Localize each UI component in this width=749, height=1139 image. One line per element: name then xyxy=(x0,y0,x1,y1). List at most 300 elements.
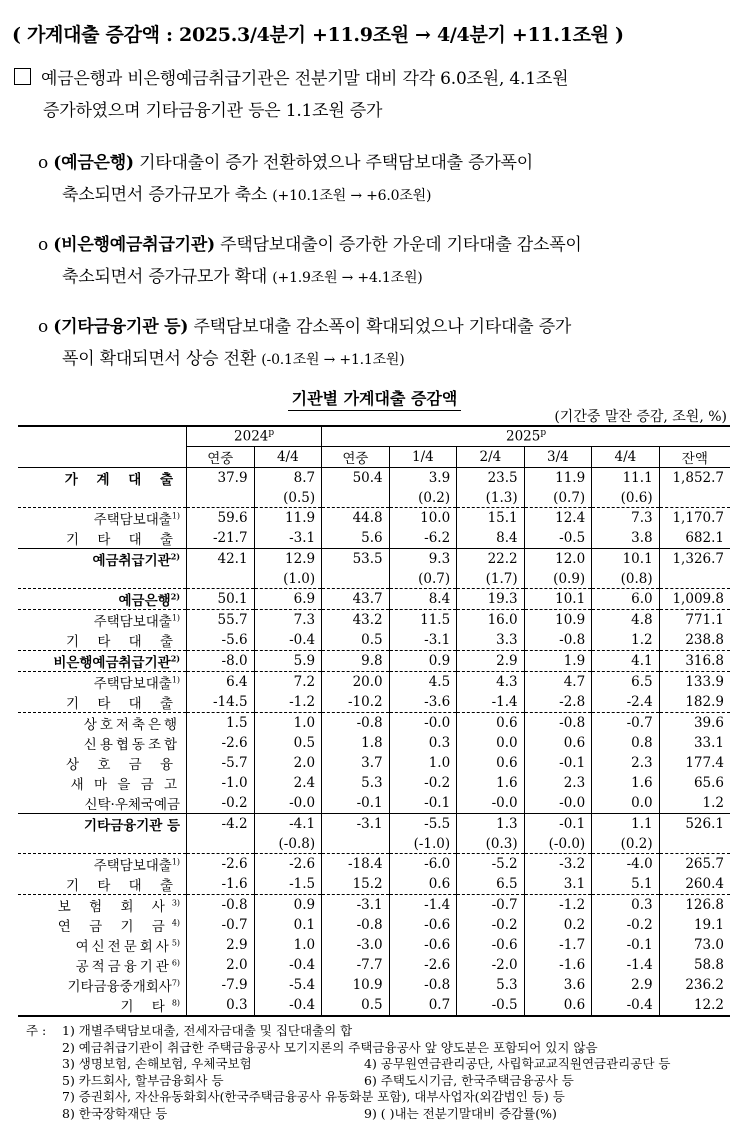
table-cell: -1.4 xyxy=(457,692,524,713)
footnote-5: 5) 카드회사, 할부금융회사 등 xyxy=(62,1072,224,1088)
table-cell: -0.6 xyxy=(457,935,524,955)
table-cell: 19.3 xyxy=(457,589,524,610)
table-cell: 1.0 xyxy=(254,713,322,734)
table-cell: -1.2 xyxy=(254,692,322,713)
table-cell: -2.6 xyxy=(187,733,255,753)
table-cell: 0.6 xyxy=(389,874,457,895)
table-cell: -14.5 xyxy=(187,692,255,713)
ratio-cell xyxy=(659,834,730,854)
table-cell: 1.5 xyxy=(187,713,255,734)
footnote-mark: 1) xyxy=(171,675,181,685)
table-cell: 39.6 xyxy=(659,713,730,734)
ratio-cell: (1.7) xyxy=(457,569,524,589)
loan-table xyxy=(18,425,730,1017)
row-label: 비은행예금취급기관$^{2)}$ xyxy=(18,651,187,672)
table-cell: 0.9 xyxy=(389,651,457,672)
table-cell: 23.5 xyxy=(457,468,524,489)
table-cell: -7.9 xyxy=(187,975,255,995)
table-cell: -4.2 xyxy=(187,814,255,835)
row-label: 신용협동조합 xyxy=(83,737,181,753)
table-cell: 260.4 xyxy=(659,874,730,895)
table-cell: 126.8 xyxy=(659,895,730,916)
table-cell: -0.8 xyxy=(322,915,390,935)
table-cell: -5.4 xyxy=(254,975,322,995)
table-cell: 1.0 xyxy=(389,753,457,773)
table-cell: 6.0 xyxy=(592,589,659,610)
table-row xyxy=(18,793,730,814)
ratio-cell: (0.8) xyxy=(592,569,659,589)
table-row-ratio xyxy=(18,488,730,508)
table-cell: 238.8 xyxy=(659,630,730,651)
ratio-cell: (-1.0) xyxy=(389,834,457,854)
table-cell: 6.5 xyxy=(457,874,524,895)
table-cell: -0.2 xyxy=(592,915,659,935)
bullet-line-1: 기타대출이 증가 전환하였으나 주택담보대출 증가폭이 xyxy=(139,153,533,173)
table-row xyxy=(18,854,730,875)
header-year-2024: 2024$^p$ xyxy=(187,426,322,447)
footnote-mark: 4) xyxy=(171,918,181,928)
table-row xyxy=(18,814,730,835)
footnote-7: 7) 증권회사, 자산유동화회사(한국주택금융공사 유동화분 포함), 대부사업자(외감법인 등) 등 xyxy=(62,1089,565,1104)
table-cell: 2.3 xyxy=(592,753,659,773)
table-cell: 182.9 xyxy=(659,692,730,713)
table-cell: -1.6 xyxy=(187,874,255,895)
table-row xyxy=(18,753,730,773)
table-cell: 12.9 xyxy=(254,549,322,570)
table-row xyxy=(18,692,730,713)
ratio-cell xyxy=(187,569,255,589)
ratio-cell: (-0.0) xyxy=(524,834,592,854)
column-header: 1/4 xyxy=(389,447,457,468)
table-row xyxy=(18,975,730,995)
table-cell: 0.0 xyxy=(592,793,659,814)
table-row xyxy=(18,713,730,734)
row-label: 예금은행$^{2)}$ xyxy=(18,589,187,610)
bullet-title: (기타금융기관 등) xyxy=(53,317,189,337)
table-row xyxy=(18,610,730,631)
table-cell: -0.1 xyxy=(389,793,457,814)
table-cell: 0.3 xyxy=(389,733,457,753)
bullet-paren: (-0.1조원 → +1.1조원) xyxy=(261,352,405,368)
table-cell: 11.9 xyxy=(524,468,592,489)
table-cell: 4.8 xyxy=(592,610,659,631)
table-cell: 236.2 xyxy=(659,975,730,995)
table-cell: 4.1 xyxy=(592,651,659,672)
table-cell: -4.1 xyxy=(254,814,322,835)
footnote-mark: 8) xyxy=(171,998,181,1008)
table-cell: -0.1 xyxy=(524,753,592,773)
row-label: 공적금융기관$^{6)}$ xyxy=(75,958,181,975)
table-cell: 0.5 xyxy=(254,733,322,753)
ratio-cell xyxy=(659,569,730,589)
table-cell: 11.5 xyxy=(389,610,457,631)
table-cell: -6.2 xyxy=(389,528,457,549)
table-cell: 9.3 xyxy=(389,549,457,570)
table-cell: 7.3 xyxy=(592,508,659,529)
bullet-line-2: 축소되면서 증가규모가 확대 xyxy=(62,267,268,287)
bullet-marker: o xyxy=(38,235,49,255)
row-label: 여신전문회사$^{5)}$ xyxy=(75,938,181,955)
column-header: 잔액 xyxy=(659,447,730,468)
bullet-line-2: 축소되면서 증가규모가 축소 xyxy=(62,185,268,205)
table-cell: 0.6 xyxy=(457,713,524,734)
table-cell: 0.5 xyxy=(322,995,390,1016)
table-cell: 12.0 xyxy=(524,549,592,570)
table-cell: -0.0 xyxy=(457,793,524,814)
ratio-cell: (0.2) xyxy=(389,488,457,508)
table-cell: -0.5 xyxy=(524,528,592,549)
table-row xyxy=(18,995,730,1016)
table-cell: -3.1 xyxy=(322,814,390,835)
column-header: 2/4 xyxy=(457,447,524,468)
table-cell: -0.6 xyxy=(389,915,457,935)
table-cell: 6.5 xyxy=(592,672,659,693)
footnote-6: 6) 주택도시기금, 한국주택금융공사 등 xyxy=(364,1072,574,1088)
header-year-2025: 2025$^p$ xyxy=(322,426,730,447)
table-cell: 42.1 xyxy=(187,549,255,570)
table-row-ratio xyxy=(18,569,730,589)
bullet-line-2: 폭이 확대되면서 상승 전환 xyxy=(62,349,257,369)
table-cell: -0.7 xyxy=(592,713,659,734)
table-cell: -1.5 xyxy=(254,874,322,895)
table-cell: 265.7 xyxy=(659,854,730,875)
footnote-1: 1) 개별주택담보대출, 전세자금대출 및 집단대출의 합 xyxy=(62,1023,353,1038)
table-cell: -2.6 xyxy=(389,955,457,975)
table-cell: 3.7 xyxy=(322,753,390,773)
footnote-2: 2) 예금취급기관이 취급한 주택금융공사 모기지론의 주택금융공사 앞 양도분은 포함되어 있지 않음 xyxy=(62,1039,598,1055)
table-cell: -0.1 xyxy=(592,935,659,955)
table-cell: 0.0 xyxy=(457,733,524,753)
table-cell: 1.9 xyxy=(524,651,592,672)
table-cell: 2.9 xyxy=(592,975,659,995)
footnote-8: 8) 한국장학재단 등 xyxy=(62,1105,168,1121)
table-cell: -1.2 xyxy=(524,895,592,916)
table-cell: 12.2 xyxy=(659,995,730,1016)
table-cell: 3.3 xyxy=(457,630,524,651)
table-cell: -0.8 xyxy=(524,713,592,734)
headline: ( 가계대출 증감액 : 2025.3/4분기 +11.9조원 → 4/4분기 +11.1조원 ) xyxy=(12,24,624,46)
table-cell: -1.6 xyxy=(524,955,592,975)
row-label: 기 타$^{8)}$ xyxy=(18,995,187,1016)
table-row xyxy=(18,651,730,672)
table-row xyxy=(18,508,730,529)
table-cell: 1,326.7 xyxy=(659,549,730,570)
table-cell: -1.0 xyxy=(187,773,255,793)
row-label: 보 험 회 사$^{3)}$ xyxy=(18,895,187,916)
table-cell: -3.1 xyxy=(389,630,457,651)
table-row xyxy=(18,528,730,549)
bullet-line-1: 주택담보대출 감소폭이 확대되었으나 기타대출 증가 xyxy=(193,317,572,337)
table-cell: 0.6 xyxy=(457,753,524,773)
ratio-cell: (0.5) xyxy=(254,488,322,508)
table-cell: -2.0 xyxy=(457,955,524,975)
ratio-cell: (0.7) xyxy=(389,569,457,589)
table-cell: -10.2 xyxy=(322,692,390,713)
table-cell: -3.0 xyxy=(322,935,390,955)
table-cell: 4.7 xyxy=(524,672,592,693)
table-cell: 3.8 xyxy=(592,528,659,549)
table-cell: -0.0 xyxy=(389,713,457,734)
table-cell: -0.4 xyxy=(254,995,322,1016)
table-cell: -8.0 xyxy=(187,651,255,672)
table-cell: -2.4 xyxy=(592,692,659,713)
table-cell: 1.3 xyxy=(457,814,524,835)
row-label-blank xyxy=(18,569,187,589)
table-cell: -18.4 xyxy=(322,854,390,875)
ratio-cell: (1.0) xyxy=(254,569,322,589)
table-cell: 2.3 xyxy=(524,773,592,793)
table-cell: -0.7 xyxy=(457,895,524,916)
table-cell: 44.8 xyxy=(322,508,390,529)
ratio-cell: (0.9) xyxy=(524,569,592,589)
table-cell: 10.0 xyxy=(389,508,457,529)
ratio-cell: (1.3) xyxy=(457,488,524,508)
table-row xyxy=(18,773,730,793)
footnote-mark: 2) xyxy=(170,551,181,562)
table-cell: 2.0 xyxy=(187,955,255,975)
row-label: 주택담보대출$^{1)}$ xyxy=(18,508,187,529)
row-label-blank xyxy=(18,834,187,854)
table-cell: 2.9 xyxy=(457,651,524,672)
table-cell: -0.5 xyxy=(457,995,524,1016)
table-cell: 10.9 xyxy=(524,610,592,631)
row-label: 상호저축은행 xyxy=(18,713,187,734)
footnote-mark: 1) xyxy=(171,511,181,521)
table-cell: 15.2 xyxy=(322,874,390,895)
bullet-paren: (+1.9조원 → +4.1조원) xyxy=(272,270,423,286)
table-cell: 0.1 xyxy=(254,915,322,935)
ratio-cell xyxy=(187,834,255,854)
table-cell: -0.2 xyxy=(187,793,255,814)
table-cell: 526.1 xyxy=(659,814,730,835)
footnote-9: 9) ( )내는 전분기말대비 증감률(%) xyxy=(364,1105,557,1121)
bullet-paren: (+10.1조원 → +6.0조원) xyxy=(272,188,432,204)
table-cell: -0.6 xyxy=(389,935,457,955)
table-cell: 0.7 xyxy=(389,995,457,1016)
row-label: 예금취급기관$^{2)}$ xyxy=(18,549,187,570)
footnote-mark: 7) xyxy=(171,978,181,988)
table-row xyxy=(18,874,730,895)
table-cell: 11.9 xyxy=(254,508,322,529)
bullet-marker: o xyxy=(38,317,49,337)
table-cell: -5.5 xyxy=(389,814,457,835)
row-label: 연 금 기 금$^{4)}$ xyxy=(57,918,181,935)
table-cell: -0.0 xyxy=(524,793,592,814)
footnote-mark: 2) xyxy=(170,653,181,664)
bullet-title: (예금은행) xyxy=(53,153,134,173)
ratio-cell xyxy=(187,488,255,508)
table-cell: 133.9 xyxy=(659,672,730,693)
ratio-cell: (0.6) xyxy=(592,488,659,508)
table-cell: 65.6 xyxy=(659,773,730,793)
table-title: 기관별 가계대출 증감액 xyxy=(0,386,749,409)
row-label: 기타금융기관 등 xyxy=(18,814,187,835)
table-cell: 771.1 xyxy=(659,610,730,631)
table-cell: -0.2 xyxy=(389,773,457,793)
table-row xyxy=(18,935,730,955)
table-cell: 2.4 xyxy=(254,773,322,793)
table-cell: -0.4 xyxy=(254,630,322,651)
table-cell: 43.7 xyxy=(322,589,390,610)
table-cell: -3.2 xyxy=(524,854,592,875)
table-cell: 8.7 xyxy=(254,468,322,489)
table-row xyxy=(18,672,730,693)
column-header: 4/4 xyxy=(592,447,659,468)
table-cell: 9.8 xyxy=(322,651,390,672)
row-label: 기타금융중개회사$^{7)}$ xyxy=(67,978,181,995)
table-cell: -0.2 xyxy=(457,915,524,935)
table-cell: 73.0 xyxy=(659,935,730,955)
table-cell: 316.8 xyxy=(659,651,730,672)
table-cell: 16.0 xyxy=(457,610,524,631)
table-cell: -3.1 xyxy=(322,895,390,916)
table-cell: 58.8 xyxy=(659,955,730,975)
footnote-prefix: 주 : xyxy=(26,1023,47,1038)
table-cell: -0.0 xyxy=(254,793,322,814)
table-cell: 3.6 xyxy=(524,975,592,995)
table-row xyxy=(18,630,730,651)
table-cell: 5.3 xyxy=(322,773,390,793)
table-cell: 8.4 xyxy=(457,528,524,549)
table-cell: 20.0 xyxy=(322,672,390,693)
table-cell: -3.6 xyxy=(389,692,457,713)
column-header: 3/4 xyxy=(524,447,592,468)
table-cell: 682.1 xyxy=(659,528,730,549)
table-cell: 10.1 xyxy=(524,589,592,610)
table-cell: -6.0 xyxy=(389,854,457,875)
summary-line-1: 예금은행과 비은행예금취급기관은 전분기말 대비 각각 6.0조원, 4.1조원 xyxy=(41,69,569,89)
table-row xyxy=(18,549,730,570)
row-label: 기 타 대 출 xyxy=(66,696,181,712)
row-label: 주택담보대출$^{1)}$ xyxy=(18,672,187,693)
footnote-mark: 3) xyxy=(171,898,181,908)
table-row-ratio xyxy=(18,834,730,854)
table-cell: -2.6 xyxy=(254,854,322,875)
checkbox-square-icon xyxy=(14,68,31,85)
table-cell: 1.6 xyxy=(592,773,659,793)
table-cell: -0.4 xyxy=(254,955,322,975)
table-cell: 8.4 xyxy=(389,589,457,610)
summary-line-2: 증가하였으며 기타금융기관 등은 1.1조원 증가 xyxy=(43,101,383,121)
row-label: 신탁·우체국예금 xyxy=(84,797,181,813)
ratio-cell xyxy=(322,569,390,589)
table-cell: 0.8 xyxy=(592,733,659,753)
table-cell: 1.2 xyxy=(592,630,659,651)
table-cell: 6.9 xyxy=(254,589,322,610)
table-cell: 5.6 xyxy=(322,528,390,549)
row-label: 기 타 대 출 xyxy=(66,634,181,650)
table-cell: -0.4 xyxy=(592,995,659,1016)
ratio-cell xyxy=(659,488,730,508)
column-header: 연중 xyxy=(322,447,390,468)
table-cell: -5.7 xyxy=(187,753,255,773)
table-cell: -2.6 xyxy=(187,854,255,875)
row-label-blank xyxy=(18,488,187,508)
row-label: 주택담보대출$^{1)}$ xyxy=(18,610,187,631)
table-cell: 0.5 xyxy=(322,630,390,651)
table-row xyxy=(18,895,730,916)
row-label: 새 마 을 금 고 xyxy=(70,777,181,793)
table-cell: 2.0 xyxy=(254,753,322,773)
table-cell: -0.8 xyxy=(187,895,255,916)
table-cell: 3.9 xyxy=(389,468,457,489)
table-cell: -21.7 xyxy=(187,528,255,549)
table-cell: 0.3 xyxy=(592,895,659,916)
table-cell: 1.1 xyxy=(592,814,659,835)
row-label: 주택담보대출$^{1)}$ xyxy=(18,854,187,875)
table-cell: 1.2 xyxy=(659,793,730,814)
footnote-4: 4) 공무원연금관리공단, 사립학교교직원연금관리공단 등 xyxy=(364,1056,671,1071)
column-header: 연중 xyxy=(187,447,255,468)
table-cell: 37.9 xyxy=(187,468,255,489)
table-cell: 177.4 xyxy=(659,753,730,773)
table-cell: -7.7 xyxy=(322,955,390,975)
footnote-mark: 5) xyxy=(171,938,181,948)
table-cell: -1.4 xyxy=(592,955,659,975)
table-cell: 7.3 xyxy=(254,610,322,631)
table-cell: 50.1 xyxy=(187,589,255,610)
table-cell: -3.1 xyxy=(254,528,322,549)
table-row xyxy=(18,915,730,935)
footnote-mark: 6) xyxy=(171,958,181,968)
table-cell: -4.0 xyxy=(592,854,659,875)
table-cell: 53.5 xyxy=(322,549,390,570)
table-row xyxy=(18,468,730,489)
table-cell: 12.4 xyxy=(524,508,592,529)
footnote-mark: 1) xyxy=(171,857,181,867)
table-cell: 1,170.7 xyxy=(659,508,730,529)
table-cell: 5.3 xyxy=(457,975,524,995)
table-cell: -0.8 xyxy=(389,975,457,995)
ratio-cell: (0.3) xyxy=(457,834,524,854)
header-blank xyxy=(18,426,187,468)
table-cell: -1.7 xyxy=(524,935,592,955)
table-cell: 0.2 xyxy=(524,915,592,935)
table-cell: 33.1 xyxy=(659,733,730,753)
row-label: 가 계 대 출 xyxy=(18,468,187,489)
table-cell: 0.9 xyxy=(254,895,322,916)
table-cell: 10.1 xyxy=(592,549,659,570)
table-cell: -5.2 xyxy=(457,854,524,875)
table-cell: 7.2 xyxy=(254,672,322,693)
table-cell: 43.2 xyxy=(322,610,390,631)
table-cell: 0.6 xyxy=(524,995,592,1016)
ratio-cell xyxy=(322,488,390,508)
table-cell: 19.1 xyxy=(659,915,730,935)
table-cell: -0.8 xyxy=(524,630,592,651)
table-cell: 5.1 xyxy=(592,874,659,895)
row-label: 기 타 대 출 xyxy=(66,878,181,894)
bullet-title: (비은행예금취급기관) xyxy=(53,235,215,255)
table-cell: -0.1 xyxy=(322,793,390,814)
table-cell: -5.6 xyxy=(187,630,255,651)
ratio-cell: (0.7) xyxy=(524,488,592,508)
table-row xyxy=(18,589,730,610)
table-cell: -0.8 xyxy=(322,713,390,734)
table-cell: 1.6 xyxy=(457,773,524,793)
table-cell: 50.4 xyxy=(322,468,390,489)
footnote-mark: 1) xyxy=(171,613,181,623)
footnote-3: 3) 생명보험, 손해보험, 우체국보험 xyxy=(62,1056,252,1071)
table-cell: 4.3 xyxy=(457,672,524,693)
table-cell: 59.6 xyxy=(187,508,255,529)
table-cell: 1.0 xyxy=(254,935,322,955)
bullet-line-1: 주택담보대출이 증가한 가운데 기타대출 감소폭이 xyxy=(220,235,582,255)
table-cell: 4.5 xyxy=(389,672,457,693)
table-cell: -1.4 xyxy=(389,895,457,916)
table-cell: -2.8 xyxy=(524,692,592,713)
table-unit: (기간중 말잔 증감, 조원, %) xyxy=(554,409,727,425)
